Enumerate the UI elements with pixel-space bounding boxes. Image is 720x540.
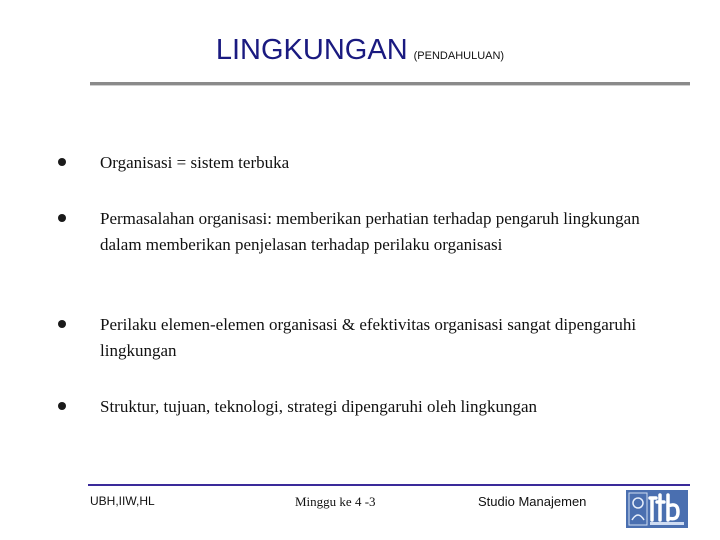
footer-course: Studio Manajemen: [478, 494, 587, 509]
bullet-icon: [58, 320, 66, 328]
bullet-text: Organisasi = sistem terbuka: [100, 153, 290, 172]
bullet-text: Permasalahan organisasi: memberikan perhatian terhadap pengaruh lingkungan dalam memberikan penjelasan terhadap perilaku organisasi: [100, 209, 640, 254]
title-main: LINGKUNGAN: [215, 34, 408, 66]
list-item: [58, 206, 678, 258]
footer-week: Minggu ke 4 -3: [295, 494, 376, 509]
list-item: [58, 394, 678, 420]
title-subtitle: (PENDAHULUAN): [413, 50, 505, 62]
list-item: [58, 150, 678, 176]
bullet-icon: [58, 158, 66, 166]
list-item: [58, 312, 678, 364]
slide-title: [0, 34, 720, 67]
bullet-text: Struktur, tujuan, teknologi, strategi dipengaruhi oleh lingkungan: [100, 397, 537, 416]
footer-authors: UBH,IIW,HL: [90, 494, 155, 508]
bullet-text: Perilaku elemen-elemen organisasi & efektivitas organisasi sangat dipengaruhi lingkungan: [100, 315, 637, 360]
bullet-icon: [58, 402, 66, 410]
itb-logo-icon: [626, 490, 688, 528]
footer-divider: [88, 484, 690, 486]
title-divider: [90, 82, 690, 86]
bullet-icon: [58, 214, 66, 222]
